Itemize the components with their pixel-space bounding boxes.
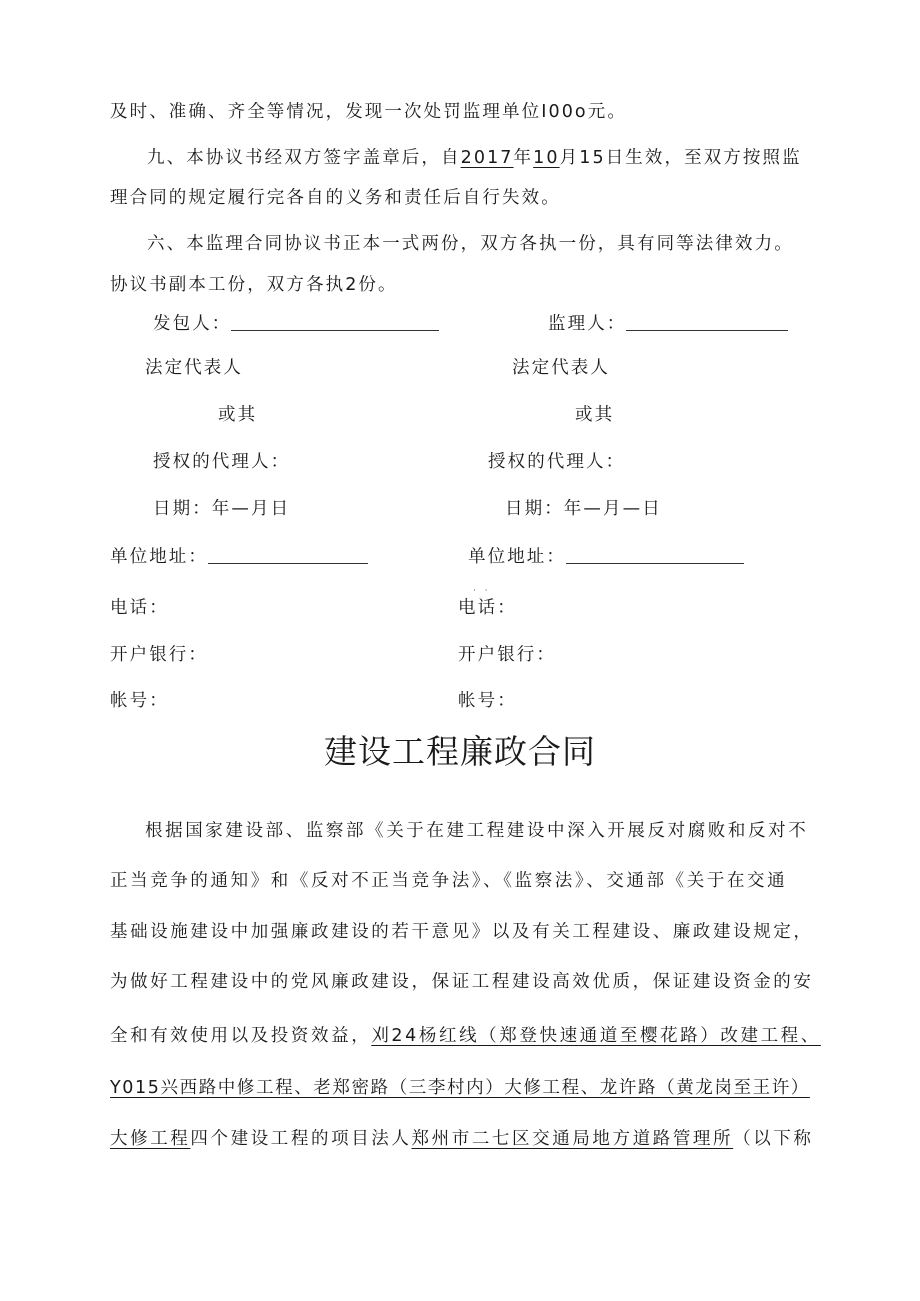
left-address-blank[interactable] [208, 545, 368, 564]
penalty-line: 及时、准确、齐全等情况，发现一次处罚监理单位I00o元。 [110, 102, 627, 122]
left-address-label: 单位地址： [110, 547, 208, 567]
project-names-2-4: Y015兴西路中修工程、老郑密路（三李村内）大修工程、龙许路（黄龙岗至王许） [110, 1078, 810, 1098]
right-phone-label: 电话： [458, 598, 517, 618]
contract-para-line-2: 正当竞争的通知》和《反对不正当竞争法》、《监察法》、交通部《关于在交通 [110, 871, 788, 891]
contract-para-line-4: 为做好工程建设中的党风廉政建设，保证工程建设高效优质，保证建设资金的安 [110, 972, 814, 992]
contract-line-5-plain: 全和有效使用以及投资效益， [110, 1026, 372, 1046]
left-agent-label: 授权的代理人： [153, 452, 291, 472]
project-name-4-tail: 大修工程 [110, 1129, 191, 1149]
contract-para-line-1: 根据国家建设部、监察部《关于在建工程建设中深入开展反对腐败和反对不 [145, 821, 809, 841]
left-bank-label: 开户银行： [110, 645, 208, 665]
right-rep-label: 法定代表人 [512, 358, 610, 378]
right-party-label: 监理人： [548, 314, 627, 334]
right-party-blank[interactable] [626, 312, 788, 331]
clause-9-month-unit: 月 [559, 148, 580, 168]
left-rep-label: 法定代表人 [145, 358, 243, 378]
clause-9-year: 2017 [460, 148, 514, 168]
right-party-field [548, 312, 788, 336]
right-or-label: 或其 [575, 405, 615, 425]
right-date-label: 日期：年—月—日 [505, 499, 662, 519]
contract-title: 建设工程廉政合同 [324, 732, 596, 771]
contract-para-line-7 [110, 1127, 814, 1151]
right-bank-label: 开户银行： [458, 645, 556, 665]
right-address-field [468, 545, 744, 569]
clause-9-year-unit: 年 [513, 148, 534, 168]
left-party-field [153, 312, 439, 336]
left-account-label: 帐号： [110, 691, 169, 711]
clause-9-line-2: 理合同的规定履行完各自的义务和责任后自行失效。 [110, 188, 561, 208]
contract-para-line-3: 基础设施建设中加强廉政建设的若干意见》以及有关工程建设、廉政建设规定， [110, 922, 814, 942]
clause-9-rest: 15日生效，至双方按照监 [579, 148, 802, 168]
clause-6-line-1: 六、本监理合同协议书正本一式两份，双方各执一份，具有同等法律效力。 [147, 234, 794, 254]
clause-9-line-1 [147, 146, 802, 170]
right-address-label: 单位地址： [468, 547, 566, 567]
left-phone-label: 电话： [110, 598, 169, 618]
contract-line-7-plain-b: （以下称 [733, 1129, 814, 1149]
contract-para-line-6 [110, 1076, 810, 1100]
left-party-label: 发包人： [153, 314, 232, 334]
clause-9-prefix: 九、本协议书经双方签字盖章后，自 [147, 148, 461, 168]
left-date-label: 日期：年—月日 [153, 499, 291, 519]
right-address-blank[interactable] [566, 545, 744, 564]
left-address-field [110, 545, 368, 569]
contract-para-line-5 [110, 1024, 821, 1048]
left-party-blank[interactable] [231, 312, 439, 331]
clause-6-line-2: 协议书副本工份，双方各执2份。 [110, 275, 398, 295]
contract-line-7-plain-a: 四个建设工程的项目法人 [190, 1129, 412, 1149]
left-or-label: 或其 [218, 405, 258, 425]
right-account-label: 帐号： [458, 691, 517, 711]
project-owner-name: 郑州市二七区交通局地方道路管理所 [411, 1129, 734, 1149]
scan-speck-decoration: · · [473, 586, 491, 596]
right-agent-label: 授权的代理人： [488, 452, 626, 472]
project-name-1: 刈24杨红线（郑登快速通道至樱花路）改建工程、 [371, 1026, 821, 1046]
clause-9-month: 10 [533, 148, 560, 168]
